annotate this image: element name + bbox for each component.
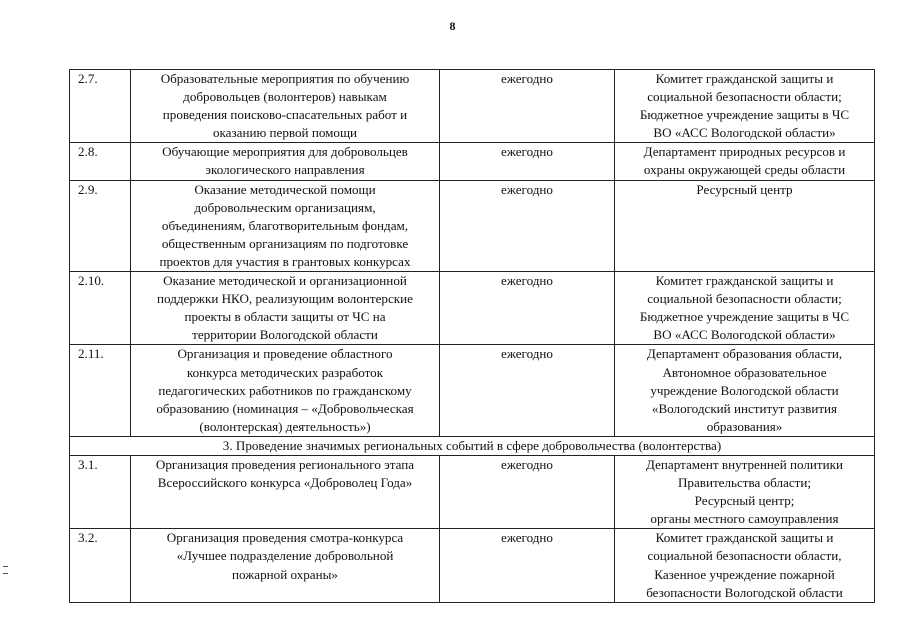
row-number: 2.8. bbox=[70, 143, 131, 180]
responsible-cell-line: Бюджетное учреждение защиты в ЧС bbox=[639, 107, 850, 123]
row-number: 3.1. bbox=[70, 455, 131, 528]
activity-cell-line: добровольцев (волонтеров) навыкам bbox=[183, 89, 387, 105]
responsible-cell-line: Комитет гражданской защиты и bbox=[655, 530, 834, 546]
responsible-cell-line: Комитет гражданской защиты и bbox=[655, 273, 834, 289]
responsible-cell-line: охраны окружающей среды области bbox=[643, 162, 846, 178]
activity-cell bbox=[131, 455, 440, 528]
responsible-cell-line: ВО «АСС Вологодской области» bbox=[653, 125, 836, 141]
responsible-cell-line: учреждение Вологодской области bbox=[650, 382, 839, 398]
table-row bbox=[70, 455, 875, 528]
responsible-cell-line: образования» bbox=[706, 418, 783, 434]
responsible-cell bbox=[615, 180, 875, 271]
section-title: 3. Проведение значимых региональных событий в сфере добровольчества (волонтерства) bbox=[70, 436, 875, 455]
activity-cell-line: конкурса методических разработок bbox=[186, 364, 384, 380]
activity-cell-line: Организация проведения смотра-конкурса bbox=[166, 530, 404, 546]
table-row bbox=[70, 70, 875, 143]
responsible-cell-line: ВО «АСС Вологодской области» bbox=[653, 327, 836, 343]
responsible-cell bbox=[615, 529, 875, 602]
table-row bbox=[70, 272, 875, 345]
responsible-cell-line: «Вологодский институт развития bbox=[651, 400, 838, 416]
row-number: 2.10. bbox=[70, 272, 131, 345]
activity-cell-line: Оказание методической помощи bbox=[194, 181, 376, 197]
activity-cell-line: поддержки НКО, реализующим волонтерские bbox=[157, 291, 413, 307]
deadline-cell: ежегодно bbox=[440, 529, 615, 602]
activity-cell bbox=[131, 180, 440, 271]
activity-cell-line: педагогических работников по гражданскому bbox=[158, 382, 412, 398]
table-row bbox=[70, 143, 875, 180]
responsible-cell-line: Департамент образования области, bbox=[646, 346, 843, 362]
responsible-cell bbox=[615, 272, 875, 345]
responsible-cell-line: Автономное образовательное bbox=[662, 364, 827, 380]
activity-cell-line: добровольческим организациям, bbox=[194, 199, 376, 215]
table-row bbox=[70, 529, 875, 602]
deadline-cell: ежегодно bbox=[440, 272, 615, 345]
activity-cell-line: (волонтерская) деятельность») bbox=[199, 418, 371, 434]
row-number: 2.7. bbox=[70, 70, 131, 143]
responsible-cell bbox=[615, 455, 875, 528]
activities-table bbox=[69, 69, 875, 603]
activity-cell-line: образованию (номинация – «Добровольческая bbox=[156, 400, 414, 416]
margin-mark bbox=[3, 566, 8, 574]
responsible-cell-line: социальной безопасности области; bbox=[647, 291, 842, 307]
row-number: 3.2. bbox=[70, 529, 131, 602]
deadline-cell: ежегодно bbox=[440, 345, 615, 436]
activity-cell bbox=[131, 345, 440, 436]
responsible-cell-line: Ресурсный центр; bbox=[694, 493, 795, 509]
responsible-cell-line: Комитет гражданской защиты и bbox=[655, 71, 834, 86]
activity-cell bbox=[131, 529, 440, 602]
activity-cell-line: проектов для участия в грантовых конкурсах bbox=[159, 253, 411, 269]
activity-cell-line: территории Вологодской области bbox=[192, 327, 378, 343]
row-number: 2.9. bbox=[70, 180, 131, 271]
responsible-cell-line: социальной безопасности области, bbox=[647, 548, 842, 564]
deadline-cell: ежегодно bbox=[440, 180, 615, 271]
responsible-cell-line: Департамент природных ресурсов и bbox=[643, 144, 846, 160]
responsible-cell-line: социальной безопасности области; bbox=[647, 89, 842, 105]
activity-cell-line: проекты в области защиты от ЧС на bbox=[184, 309, 386, 325]
activity-cell bbox=[131, 70, 440, 143]
activity-cell-line: пожарной охраны» bbox=[232, 566, 338, 582]
responsible-cell-line: Бюджетное учреждение защиты в ЧС bbox=[639, 309, 850, 325]
responsible-cell-line: Ресурсный центр bbox=[696, 181, 793, 197]
activity-cell-line: оказанию первой помощи bbox=[212, 125, 358, 141]
table-row bbox=[70, 180, 875, 271]
responsible-cell-line: безопасности Вологодской области bbox=[646, 584, 843, 600]
activity-cell bbox=[131, 143, 440, 180]
activity-cell-line: «Лучшее подразделение добровольной bbox=[176, 548, 394, 564]
responsible-cell bbox=[615, 345, 875, 436]
section-header-row bbox=[70, 436, 875, 455]
activity-cell-line: Образовательные мероприятия по обучению bbox=[160, 71, 410, 86]
responsible-cell bbox=[615, 70, 875, 143]
activity-cell bbox=[131, 272, 440, 345]
activity-cell-line: объединениям, благотворительным фондам, bbox=[161, 217, 409, 233]
table-body bbox=[70, 70, 875, 603]
activity-cell-line: экологического направления bbox=[205, 162, 365, 178]
page-number: 8 bbox=[449, 19, 456, 33]
activity-cell-line: проведения поисково-спасательных работ и bbox=[162, 107, 408, 123]
responsible-cell-line: Департамент внутренней политики bbox=[646, 456, 843, 472]
activity-cell-line: Обучающие мероприятия для добровольцев bbox=[162, 144, 408, 160]
row-number: 2.11. bbox=[70, 345, 131, 436]
activity-cell-line: Всероссийского конкурса «Доброволец Года» bbox=[157, 475, 413, 491]
deadline-cell: ежегодно bbox=[440, 143, 615, 180]
activity-cell-line: общественным организациям по подготовке bbox=[161, 235, 409, 251]
table-row bbox=[70, 345, 875, 436]
responsible-cell-line: органы местного самоуправления bbox=[650, 511, 839, 527]
responsible-cell-line: Казенное учреждение пожарной bbox=[654, 566, 835, 582]
deadline-cell: ежегодно bbox=[440, 455, 615, 528]
activity-cell-line: Оказание методической и организационной bbox=[163, 273, 407, 289]
responsible-cell bbox=[615, 143, 875, 180]
activity-cell-line: Организация и проведение областного bbox=[177, 346, 393, 362]
responsible-cell-line: Правительства области; bbox=[677, 475, 812, 491]
deadline-cell: ежегодно bbox=[440, 70, 615, 143]
activity-cell-line: Организация проведения регионального этапа bbox=[155, 456, 415, 472]
